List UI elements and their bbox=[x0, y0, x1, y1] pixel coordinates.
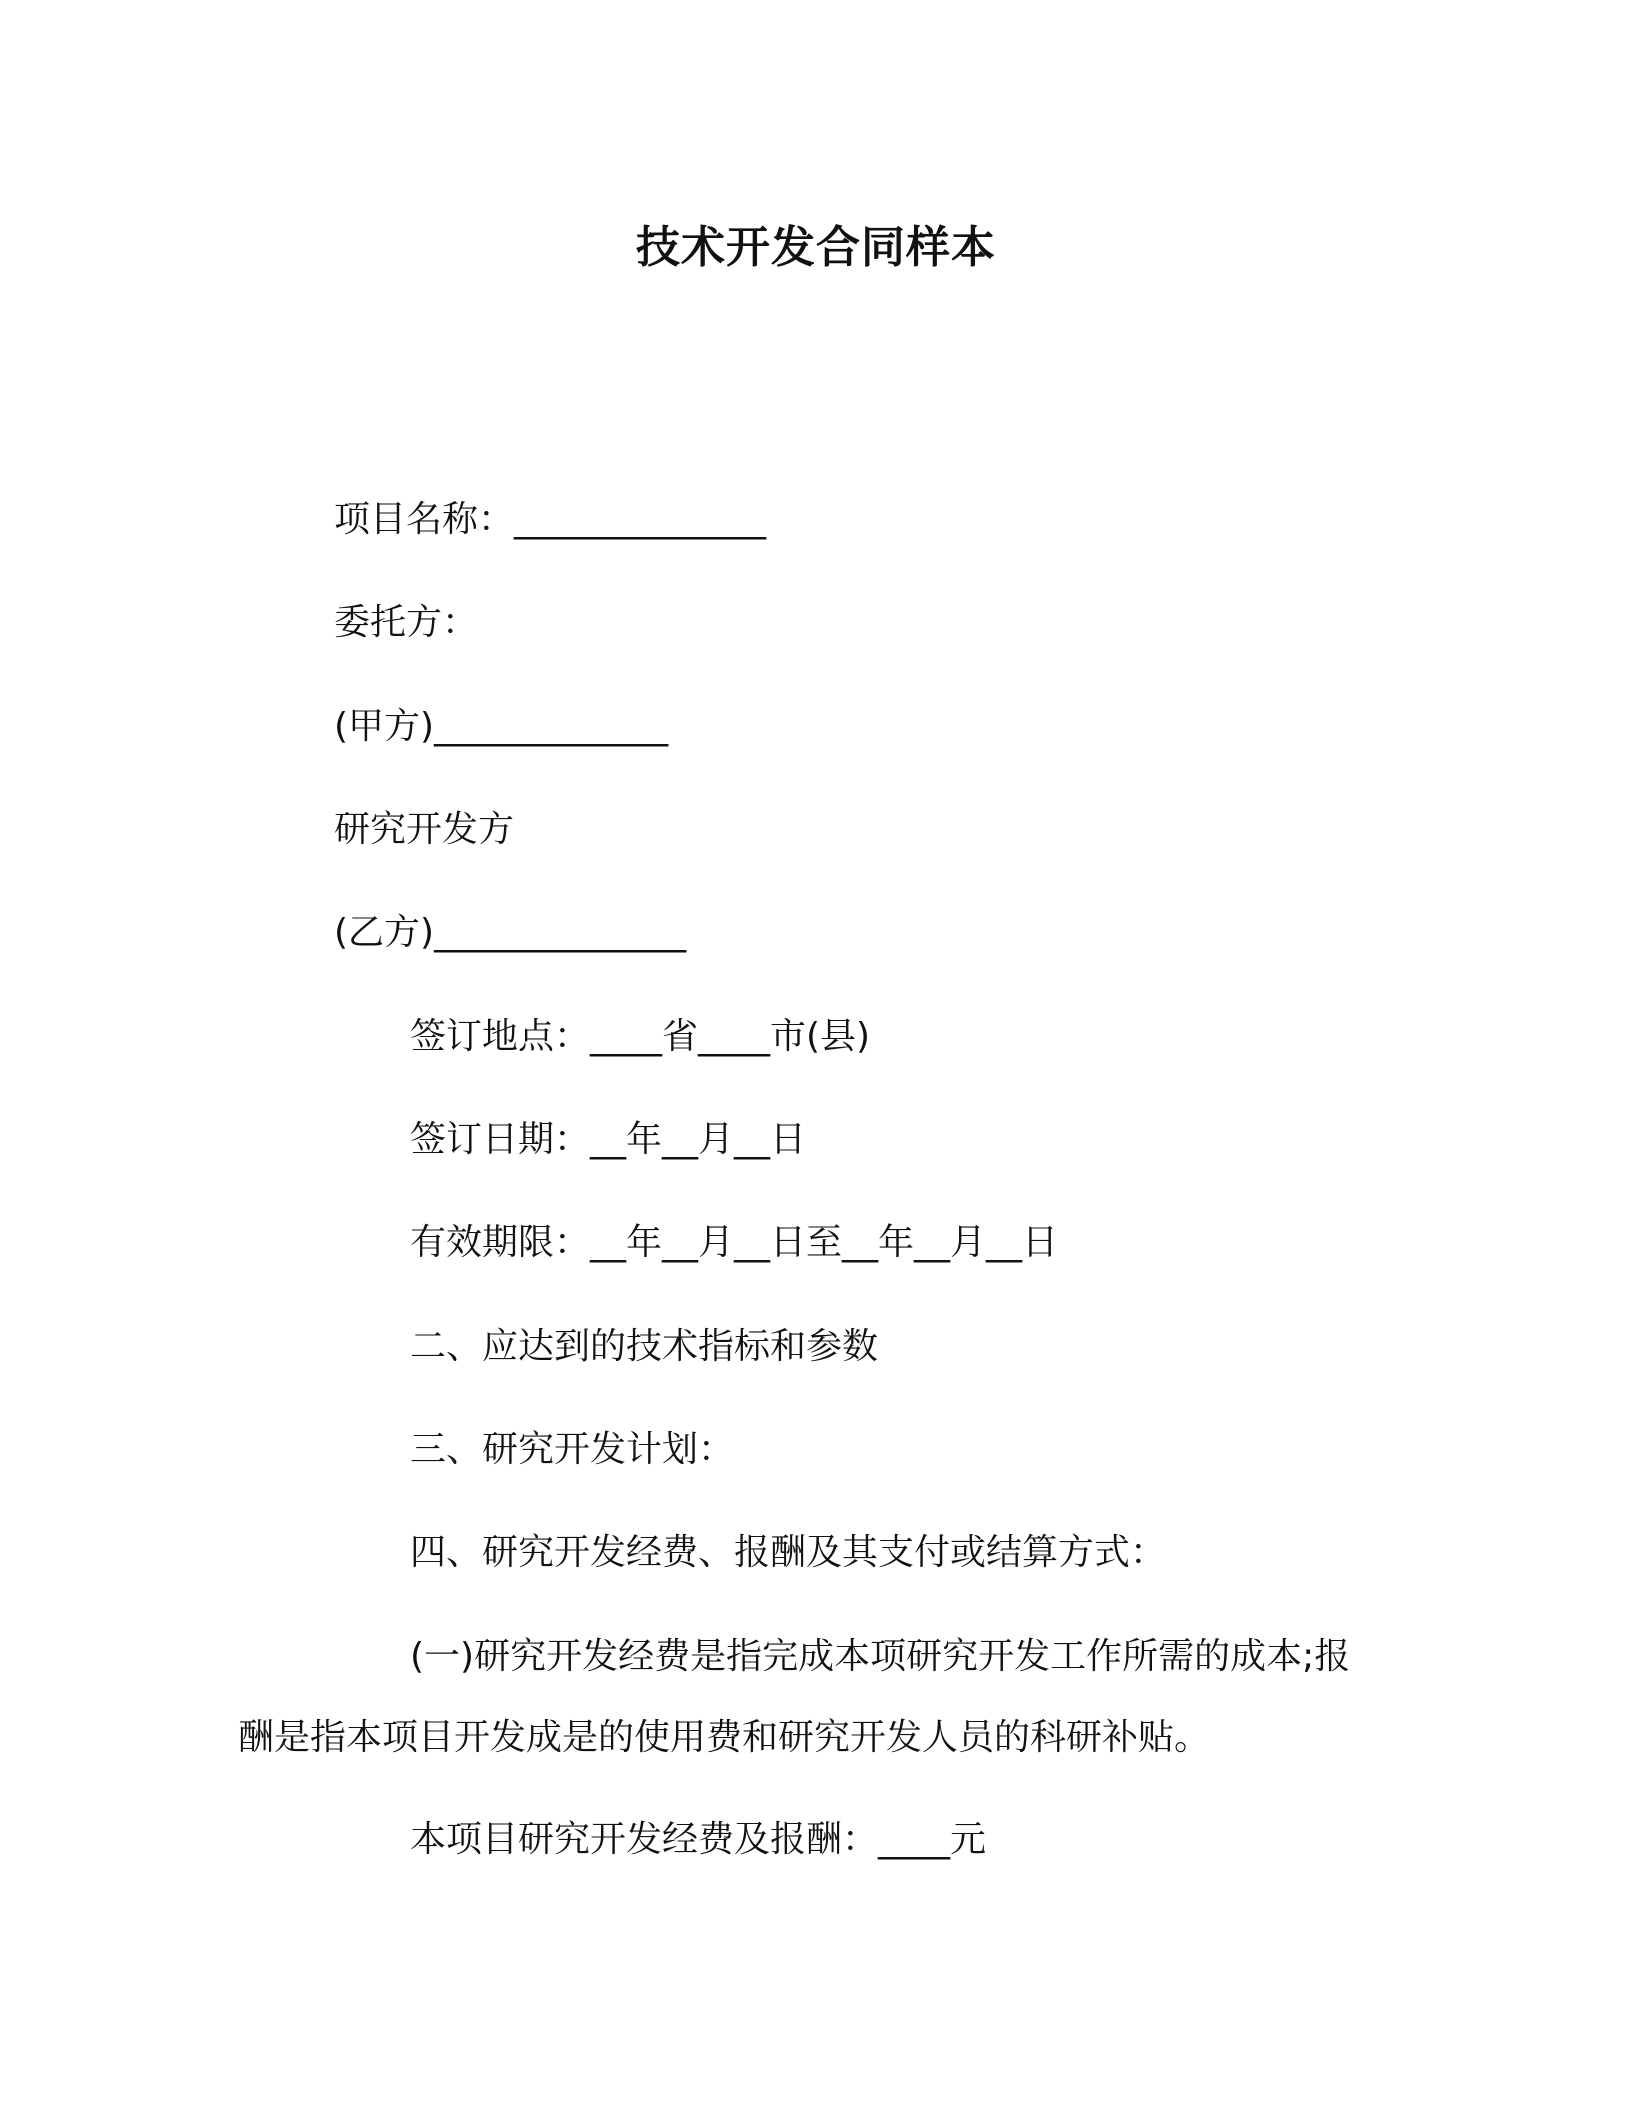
clause-one-line-two: 酬是指本项目开发成是的使用费和研究开发人员的科研补贴。 bbox=[238, 1717, 1211, 1758]
clause-one-line-one: (一)研究开发经费是指完成本项研究开发工作所需的成本;报 bbox=[410, 1636, 1351, 1677]
project-name-line: 项目名称：______________ bbox=[334, 499, 767, 540]
developer-label-line: 研究开发方 bbox=[334, 809, 515, 850]
section-three-heading: 三、研究开发计划： bbox=[410, 1429, 735, 1470]
party-a-line: (甲方)_____________ bbox=[334, 706, 669, 747]
validity-period-line: 有效期限：__年__月__日至__年__月__日 bbox=[410, 1222, 1059, 1263]
section-four-heading: 四、研究开发经费、报酬及其支付或结算方式： bbox=[410, 1532, 1167, 1573]
document-title: 技术开发合同样本 bbox=[636, 222, 996, 273]
section-two-heading: 二、应达到的技术指标和参数 bbox=[410, 1326, 879, 1367]
signing-place-line: 签订地点：____省____市(县) bbox=[410, 1016, 871, 1057]
client-label-line: 委托方： bbox=[334, 602, 479, 643]
party-b-line: (乙方)______________ bbox=[334, 912, 687, 953]
signing-date-line: 签订日期：__年__月__日 bbox=[410, 1119, 807, 1160]
funding-amount-line: 本项目研究开发经费及报酬：____元 bbox=[410, 1819, 987, 1860]
